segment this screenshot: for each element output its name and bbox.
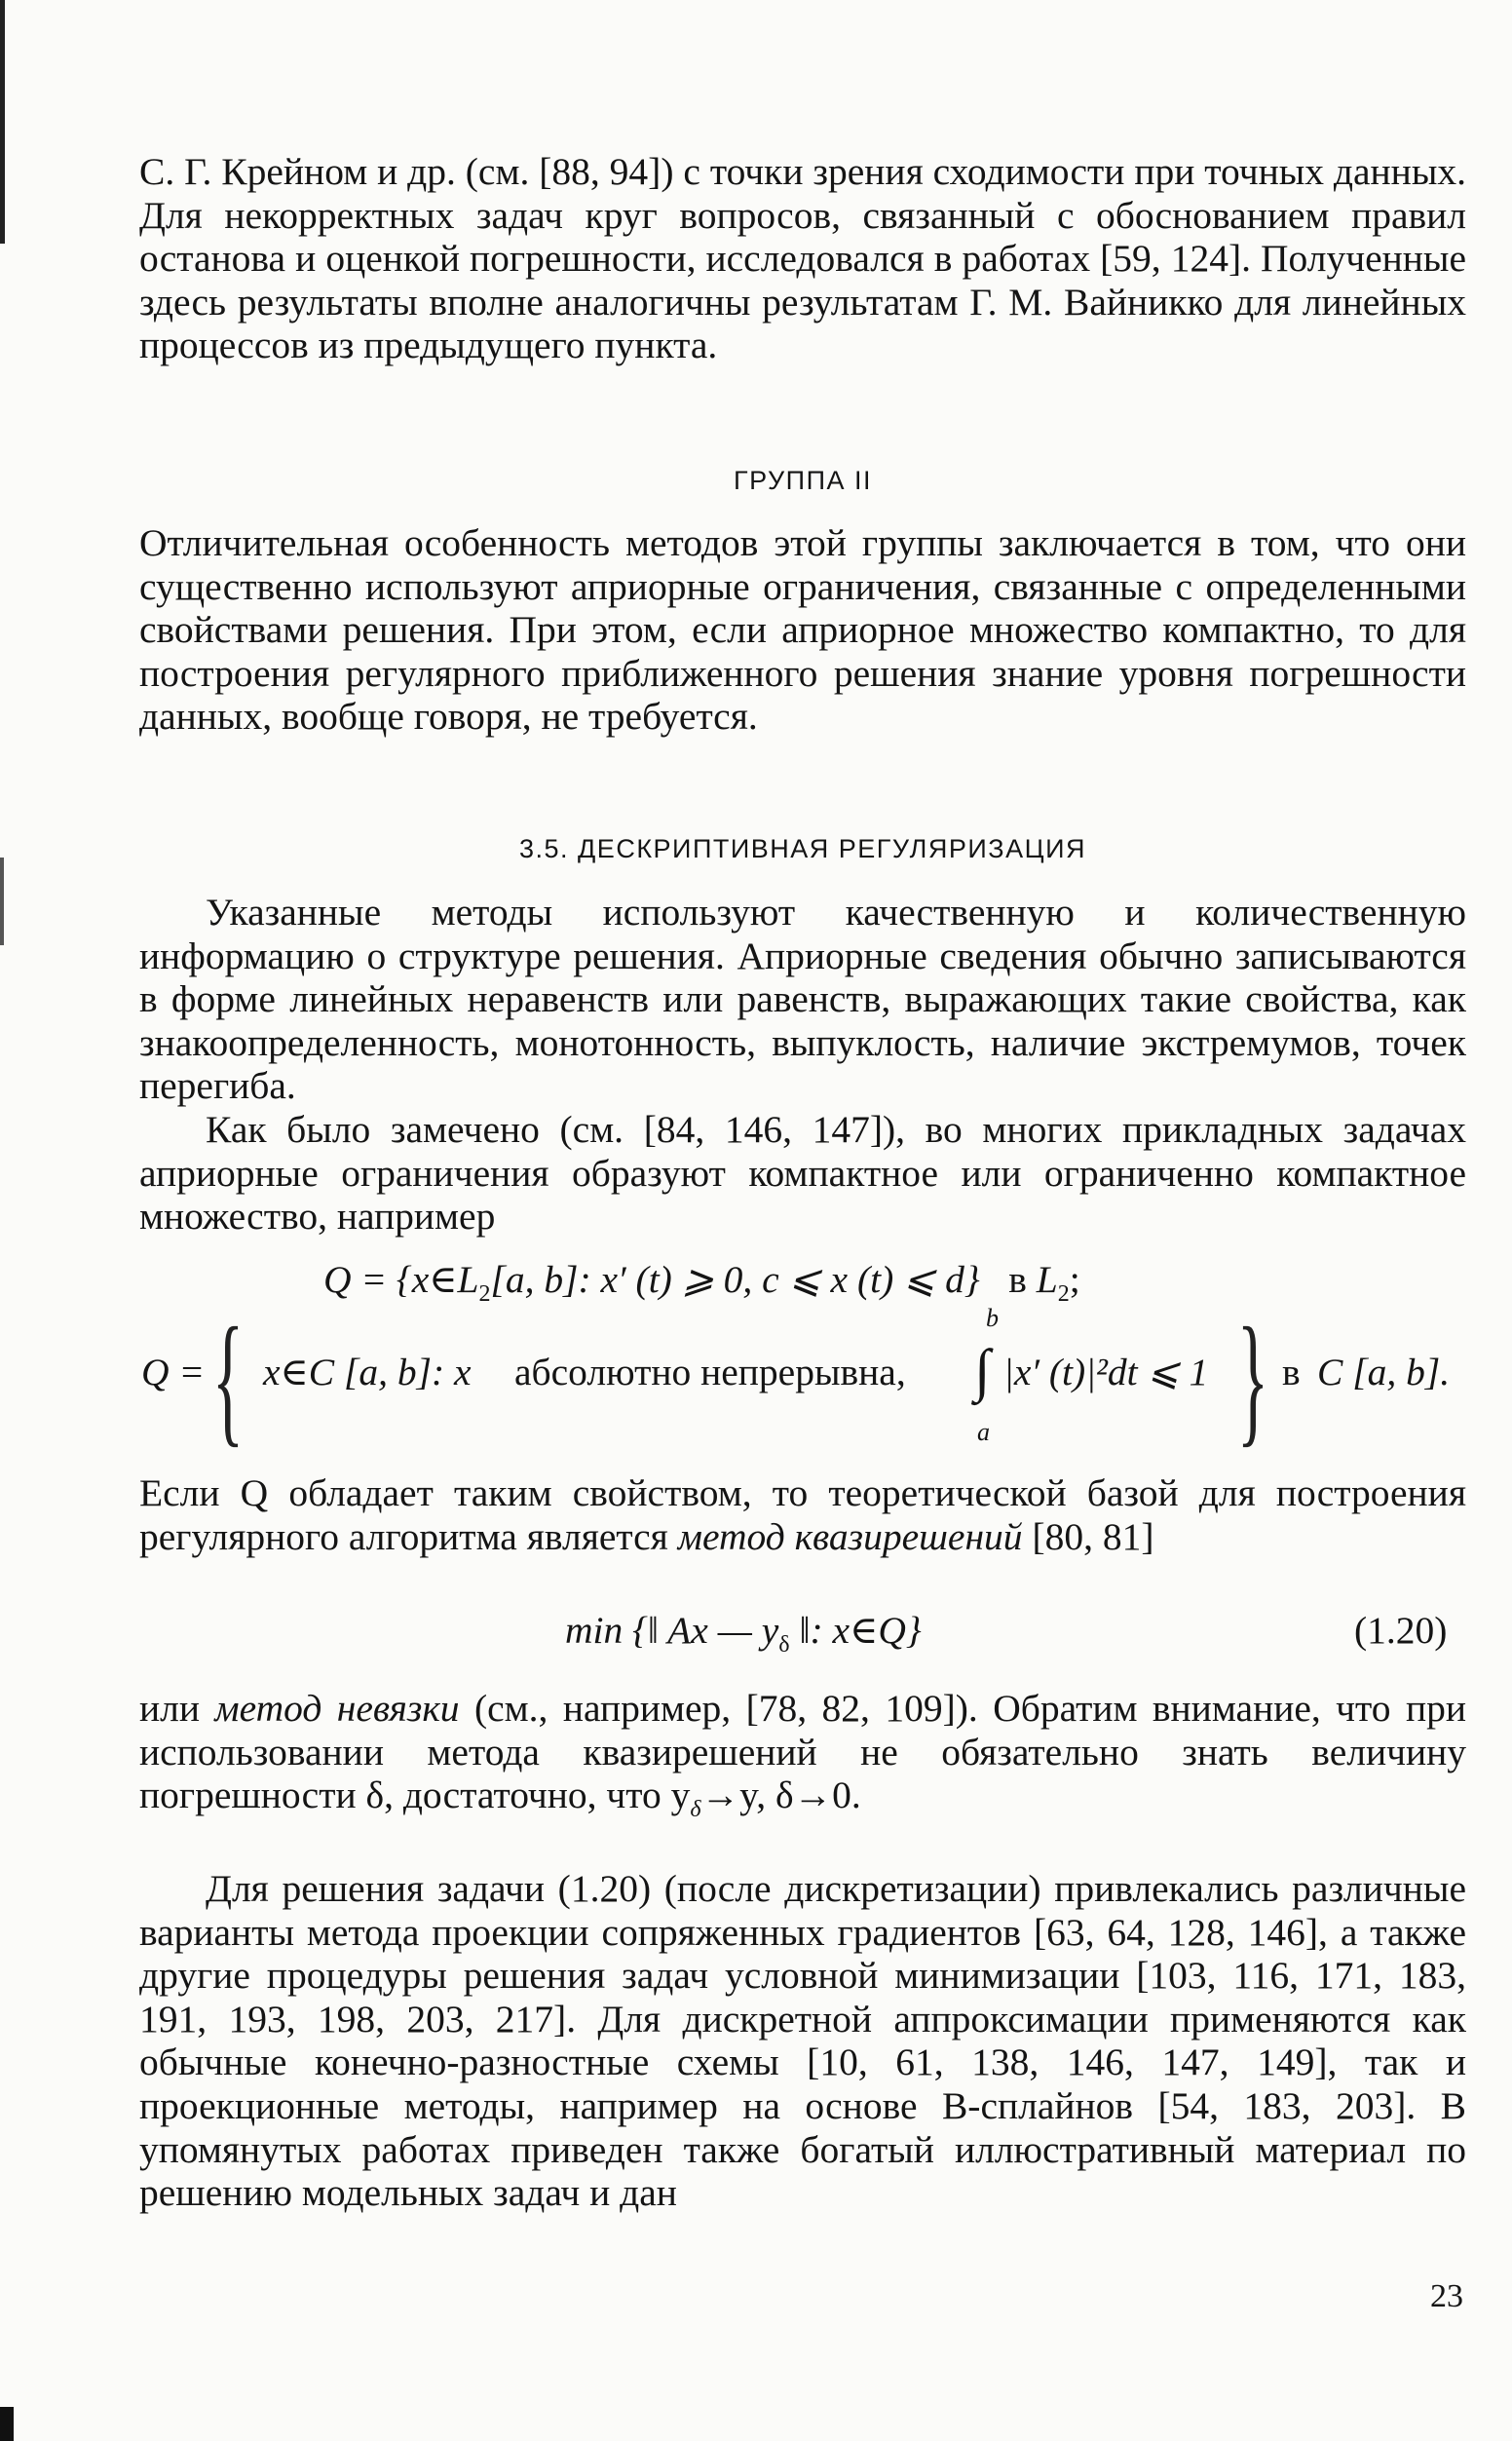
formula-quasi-solution (565, 1608, 922, 1659)
paragraph-block-7 (139, 1867, 1466, 2215)
formula-3-sub: δ (778, 1631, 790, 1658)
formula-2-body: x∈C [a, b]: x (263, 1351, 472, 1393)
equation-number: (1.20) (1354, 1609, 1448, 1652)
paragraph-6 (139, 1687, 1466, 1832)
paragraph-3: Указанные методы используют качественную и количественную информацию о структуре решения. Априорные сведения обычно записываются в форме линейных неравенств или равенств, выражающих такие свойства, как знакоопределенность, монотонность, выпуклость, наличие экстремумов, точек перегиба. (139, 891, 1466, 1108)
scan-edge-mark (0, 858, 4, 945)
paragraph-block-6 (139, 1687, 1466, 1832)
page-number: 23 (1430, 2278, 1463, 2314)
paragraph-6-body: (см., например, [78, 82, 109]). Обратим внимание, что при использовании метода квазирешений не обязательно знать величину погрешности δ, достаточно, что y (139, 1687, 1466, 1817)
formula-1-in: в (1008, 1258, 1027, 1301)
paragraph-5-pre: Если Q обладает таким свойством, то теоретической базой для построения регулярного алгоритма является (139, 1471, 1466, 1558)
formula-2-lhs: Q = (141, 1351, 206, 1393)
paragraph-intro (139, 150, 1466, 367)
formula-1-end: ; (1069, 1258, 1080, 1301)
heading-group-ii: ГРУППА II (733, 466, 872, 495)
paragraph-6-end: →y, δ→0. (700, 1774, 861, 1817)
paragraph-1: С. Г. Крейном и др. (см. [88, 94]) с точки зрения сходимости при точных данных. Для некорректных задач круг вопросов, связанный с обоснованием правил останова и оценкой погрешности, исследовался в работах [59, 124]. Полученные здесь результаты вполне аналогичны результатам Г. М. Вайникко для линейных процессов из предыдущего пункта. (139, 150, 1466, 367)
paragraph-2: Отличительная особенность методов этой группы заключается в том, что они существенно используют априорные ограничения, связанные с определенными свойствами решения. При этом, если априорное множество компактно, то для построения регулярного приближенного решения знание уровня погрешности данных, вообще говоря, не требуется. (139, 521, 1466, 739)
paragraph-6-sub: δ (690, 1797, 701, 1823)
paragraph-block-3 (139, 891, 1466, 1239)
formula-1-space: L (1036, 1258, 1058, 1301)
formula-1-body: [a, b]: x′ (t) ⩾ 0, c ⩽ x (t) ⩽ d} (490, 1258, 980, 1301)
formula-2-text: абсолютно непрерывна, (514, 1351, 906, 1393)
heading-section-3-5: 3.5. ДЕСКРИПТИВНАЯ РЕГУЛЯРИЗАЦИЯ (518, 834, 1086, 863)
formula-1-space-sub: 2 (1057, 1280, 1070, 1307)
formula-1-sub: 2 (478, 1280, 491, 1307)
formula-3-expr-end: ‖: x∈Q} (789, 1609, 922, 1652)
scan-corner-mark (0, 2407, 14, 2441)
formula-2-right-brace: } (1236, 1298, 1269, 1460)
formula-2-integral-sign: ∫ (974, 1338, 991, 1402)
formula-2-upper-limit: b (986, 1304, 999, 1332)
formula-2-in: в (1282, 1351, 1301, 1393)
formula-3-expr: min {‖ Ax — y (565, 1609, 779, 1652)
scan-edge-shadow (0, 0, 5, 244)
paragraph-4: Как было замечено (см. [84, 146, 147]), во многих прикладных задачах априорные ограничения образуют компактное или ограниченно компактное множество, например (139, 1107, 1466, 1239)
paragraph-6-pre: или (139, 1687, 215, 1730)
paragraph-block-5 (139, 1471, 1466, 1558)
paragraph-5-refs: [80, 81] (1022, 1514, 1154, 1558)
formula-2-space: C [a, b]. (1317, 1351, 1451, 1393)
paragraph-6-term: метод невязки (214, 1687, 460, 1730)
formula-2-lower-limit: a (977, 1418, 990, 1446)
paragraph-5-term: метод квазирешений (677, 1514, 1023, 1558)
paragraph-group-ii (139, 521, 1466, 739)
paragraph-7: Для решения задачи (1.20) (после дискретизации) привлекались различные варианты метода проекции сопряженных градиентов [63, 64, 128, 146], а также другие процедуры решения задач условной минимизации [103, 116, 171, 183, 191, 193, 198, 203, 217]. Для дискретной аппроксимации применяются как обычные конечно-разностные схемы [10, 61, 138, 146, 147, 149], так и проекционные методы, например на основе B-сплайнов [54, 183, 203]. В упомянутых работах приведен также богатый иллюстративный материал по решению модельных задач и дан (139, 1867, 1466, 2215)
paragraph-5 (139, 1471, 1466, 1558)
formula-1-lhs: Q = {x∈L (323, 1258, 479, 1301)
formula-compact-set-1 (323, 1257, 1080, 1308)
formula-2-left-brace: { (211, 1298, 245, 1460)
formula-2-integrand: |x′ (t)|²dt ⩽ 1 (1003, 1351, 1209, 1393)
